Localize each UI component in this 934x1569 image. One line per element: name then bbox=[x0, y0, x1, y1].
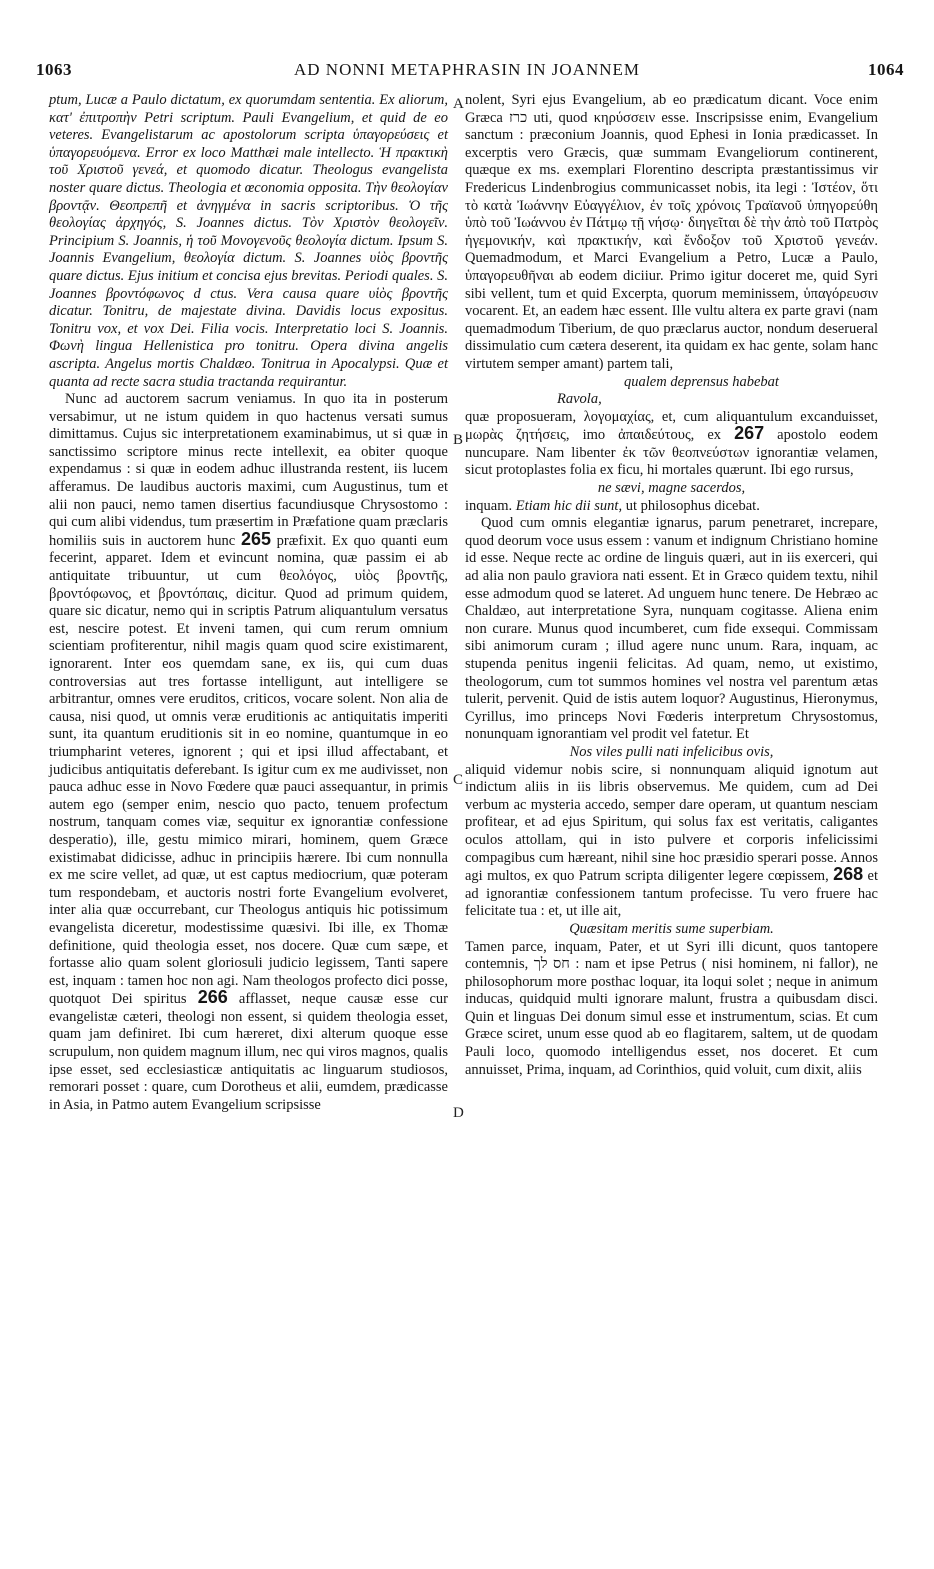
margin-number-266: 266 bbox=[197, 987, 228, 1008]
right-paragraph-continued: nolent, Syri ejus Evangelium, ab eo prædicatum dicant. Voce enim Græca כרז uti, quod κηρύσσειν esse. Inscripsisse enim, Evangelium sanctum : præconium Joannis, quod Ephesi in Ionia prædicasset. In excerptis vero Græcis, quæ summam Evangeliorum continerent, quæque ex ms. exemplari Florentino descripta præstantissimus vir Fredericus Lindenbrogius communicasset nobis, ita legi : Ἰστέον, ὅτι τὸ κατὰ Ἰωάννην Εὐαγγέλιον, ἐν τοῖς χρόνοις Τραϊανοῦ ὑπηγορεύθη ὑπὸ τοῦ Ἰωάννου ἐν Πάτμῳ τῇ νήσῳ· διηγεῖται δὲ τὴν ἀπὸ τοῦ Πατρὸς ἡγεμονικήν, καὶ πρακτικήν, καὶ ἔνδοξον τοῦ Χριστοῦ γενεάν. Quemadmodum, et Marci Evangelium a Petro, Lucæ a Paulo, ὑπαγορευθῆναι ab eodem diciiur. Primo igitur doceret me, quid Syri sibi vellent, tum et quid Excerpta, quorum meminissem, ὑπαγόρευσιν vocarent. Et, an eadem hæc essent. Ille vultu altera ex parte gravi (nam quemadmodum Tiberium, de quo præclarus auctor, nondum deserueral dissimulatio cum cætera deserent, ita quidam ex hac gente, solam hanc virtutem semper amant) partem tali, bbox=[465, 92, 878, 372]
right-paragraph: Quod cum omnis elegantiæ ignarus, parum penetraret, increpare, quod deorum voce usus essem : vanum et indignum Christiano homine id esse. Neque recte ac ordine de linguis quæri, aut in iis exerceri, qui ad alia non paulo graviora nati essent. Et in Græco quidem textu, nihil esse admodum quod se lateret. Ad unguem hunc tenere. De Hebræo ac Chaldæo, aut interpretatione Syra, nunquam cogitasse. Aliena enim non curare. Munus quod incumberet, cum fide exsequi. Commissam sibi animorum curam ; illud agere nunc unum. Rara, inquam, ac stupenda penitus ingenii felicitas. Ad quam, nemo, ut existimo, theologorum, cum tot summos homines vel nostra vel parentum ætas tulerit, pervenit. Quid de istis autem loquor? Augustinus, Hieronymus, Cyrillus, imo princeps Novi Fœderis interpretum Chrysostomus, nonunquam ignorantiam vel prodit vel fatetur. Et bbox=[465, 515, 878, 743]
running-title: AD NONNI METAPHRASIN IN JOANNEM bbox=[293, 60, 641, 79]
text-run: afflasset, neque causæ esse cur evangelistæ cæteri, theologi non essent, si quidem theologia esset, quam jam definiret. Ibi cum hæreret, dixi alterum quoque esse scrupulum, non quidem magnum illum, nec qui viros magnos, qualis ipse esset, sed ecclesiasticæ antiquitatis ac linguarum studiosos, remorari posset : quare, cum Dorotheus et alii, eumdem, prædicasse in Asia, in Patmo autem Evangelium scripsisse bbox=[49, 991, 448, 1113]
right-paragraph bbox=[465, 409, 878, 480]
right-paragraph bbox=[465, 762, 878, 921]
verse-quote: Quæsitam meritis sume superbiam. bbox=[569, 920, 774, 937]
section-marker-a: A bbox=[453, 96, 464, 112]
right-paragraph bbox=[465, 498, 878, 516]
left-column bbox=[49, 92, 448, 1114]
text-run: quæ proposueram, λογομαχίας, et, cum aliquantulum excanduisset, μωρὰς ζητήσεις, imo ἀπαιδεύτους, ex bbox=[465, 408, 878, 444]
text-run: præfixit. Ex quo quanti eum fecerint, apparet. Idem et evincunt nomina, quæ passim ei ab antiquitate tribuuntur, ut cum θεολόγος, υἱὸς βροντῆς, βροντόφωνος, et βροντόπαις, dicitur. Quod ad primum quidem, quare sic dicatur, nemo qui in scriptis Patrum aliquantulum versatus est, nescire potest. Et inveni tamen, qui cum rerum omnium scientiam profiterentur, nihil magis quam quod scire existimarent, ignorarent. Inter eos quemdam sane, ex iis, qui cum duas controversias aut tres fortasse intelligunt, aut intelligere se arbitrantur, omnes vere eruditos, criticos, vocare solent. Non alia de causa, nisi quod, ut omnis veræ eruditionis ac antiquitatis imperiti sunt, ita quantum eruditionis sit in eo nomine, quantumque in eo triumpharint veteres, ignorent ; qui et ipsi illud affectabant, et judicibus antiquitatis deferebant. Is igitur cum ex me audivisset, non pauca adhuc esse in Novo Fœdere quæ pauci assequantur, in primis autem ego (semper enim, nescio quo pacto, tenuem profectum nostrum, tanquam comes viæ, sequitur ex ignorantiæ confessione desperatio), ille, gestu mimico mirari, hominem, quem Græce existimabat didicisse, adhuc in principiis hærere. Ibi cum nonnulla ex me scire vellet, ad quæ, ut est captus mediocrium, quæ poteram tum respondebam, et auctoris nostri forte Evangelium evolveret, inter alia quæ occurrebant, cur Theologus antiquis hic potissimum evangelista diceretur, modestissime quæsivi. Ibi ille, ex Thomæ definitione, quid theologia esset, nos docere. Quæ cum sæpe, et fortasse alio quam solent gloriosuli judicio legissem, Tanti sapere est, inquam : tamen hoc non agi. Nam theologos profecto dici posse, quotquot Dei spiritus bbox=[49, 532, 449, 1008]
text-run: Nunc ad auctorem sacrum veniamus. In quo ita in posterum versabimur, ut ne istum quidem in quo hactenus versati sumus dimittamus. Cujus sic interpretationem examinabimus, ut si quæ in sanctissimo scriptore minus recte intellexit, ea obiter quoque expendamus : si quæ in eodem adhuc illustranda restent, iis lucem afferamus. De laudibus auctoris maximi, cum Augustinus, tum et alii non pauci, nemo tamen disertius facundiusque Chrysostomo : qui cum alibi videndus, tum præsertim in Præfatione quam præclaris homiliis suis in auctorem hunc bbox=[49, 391, 448, 549]
margin-number-268: 268 bbox=[833, 864, 864, 885]
page-number-left: 1063 bbox=[36, 60, 72, 79]
section-marker-b: B bbox=[453, 432, 464, 448]
text-run: aliquid videmur nobis scire, si nonnunquam aliquid ignotum aut indictum aliis in iis libris observemus. Me quidem, cum ad Dei verbum ac mysteria accedo, semper dare operam, ut quantum nesciam profitear, et ad ejus Spiritum, qui solus fax est veritatis, caligantes oculos attollam, qui in isto pulvere et corporis infelicissimi compagibus cum hæreant, nihil sine hoc præsidio sperari posse. Annos agi multos, ex quo Patrum scripta diligenter legere cœpissem, bbox=[465, 761, 878, 885]
text-run: inquam. bbox=[465, 497, 516, 514]
running-header bbox=[0, 60, 934, 90]
verse-quote: qualem deprensus habebat bbox=[624, 373, 779, 390]
right-column bbox=[465, 92, 878, 1079]
chapter-summary: ptum, Lucæ a Paulo dictatum, ex quorumdam sententia. Ex aliorum, κατ' ἐπιτροπὴν Petri scriptum. Pauli Evangelium, et quid de eo veteres. Evangelistarum ac apostolorum scripta ὑπαγορεύσεις et ὑπαγορευόμενα. Error ex loco Matthæi male intellecto. Ἡ πρακτικὴ τοῦ Χριστοῦ γενεά, et quomodo dicatur. Theologus evangelista noster quare dictus. Theologia et œconomia opposita. Τὴν θεολογίαν βροντᾷν. Θεοπρεπῆ et ἀνηγμένα in sacris scriptoribus. Ὁ τῆς θεολογίας ἀρχηγός, S. Joannes dictus. Τὸν Χριστὸν θεολογεῖν. Principium S. Joannis, ἡ τοῦ Μονογενοῦς θεολογία dictum. Ipsum S. Joannis Evangelium, θεολογία dictum. S. Joannes υἱὸς βροντῆς quare dictus. Ejus initium et concisa ejus brevitas. Periodi quales. S. Joannes βροντόφωνος d ctus. Vera causa quare υἱὸς βροντῆς dicatur. Tonitru, de majestate divina. Davidis locus expositus. Tonitru vox, et vox Dei. Filia vocis. Interpretatio loci S. Joannis. Φωνὴ lingua Hellenistica pro tonitru. Opera divina angelis ascripta. Angelus mortis Chaldæo. Tonitrua in Apocalypsi. Quæ et quanta ad recte sacra studia tractanda requirantur. bbox=[49, 92, 448, 390]
text-run: apostolo eodem nuncupare. Nam libenter ἐκ τῶν θεοπνεύστων ignorantiæ velamen, sicut protoplastes folia ex ficu, hi mortales quærunt. Ibi ego rursus, bbox=[465, 427, 878, 479]
left-paragraph bbox=[49, 391, 448, 1114]
verse-quote-name: Ravola, bbox=[557, 391, 602, 408]
section-marker-d: D bbox=[453, 1105, 464, 1121]
margin-number-265: 265 bbox=[240, 528, 271, 549]
section-marker-c: C bbox=[453, 772, 464, 788]
margin-number-267: 267 bbox=[734, 423, 765, 444]
text-run: et ad ignorantiæ confessionem tantum profecisse. Tu vero fruere hac felicitate tua : et, ut ille ait, bbox=[465, 868, 878, 920]
text-run: ut philosophus dicebat. bbox=[622, 497, 760, 514]
page-number-right: 1064 bbox=[868, 60, 904, 79]
right-paragraph: Tamen parce, inquam, Pater, et ut Syri illi dicunt, quos tantopere contemnis, חס לך : nam et ipse Petrus ( nisi hominem, ni fallor), ne philosophorum more posthac loquar, ita loqui solet ; neque in animum inducas, quidquid multi ignorare malunt, frustra a quibusdam disci. Quin et linguas Dei donum simul esse et instrumentum, scias. Et cum Græce sciret, unum esse quod ab eo flagitarem, saltem, ut de quodam Pauli loco, quomodo intelligendus esset, nos doceret. Et cum annuisset, Prima, inquam, ad Corinthios, quid voluit, cum dixit, aliis bbox=[465, 938, 878, 1078]
verse-quote: Nos viles pulli nati infelicibus ovis, bbox=[569, 743, 774, 760]
italic-quote: Etiam hic dii sunt, bbox=[515, 497, 623, 514]
verse-quote: ne sævi, magne sacerdos, bbox=[597, 480, 746, 497]
